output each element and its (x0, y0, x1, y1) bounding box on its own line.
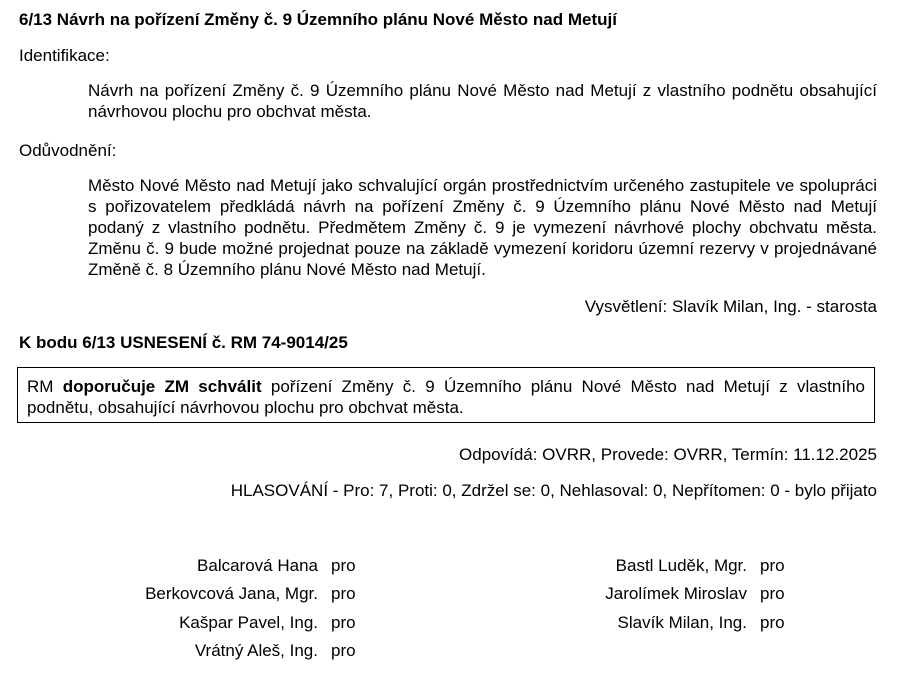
resolution-box (17, 367, 875, 423)
vote-value: pro (760, 613, 785, 632)
resolution-prefix: RM (27, 377, 63, 396)
resolution-heading: K bodu 6/13 USNESENÍ č. RM 74-9014/25 (19, 333, 348, 352)
resolution-text: pořízení Změny č. 9 Územního plánu Nové Město nad Metují z vlastního podnětu, obsahující návrhovou plochu pro obchvat města. (27, 377, 865, 417)
vote-value: pro (331, 556, 356, 575)
vote-name: Kašpar Pavel, Ing. (179, 613, 318, 632)
vote-name: Balcarová Hana (197, 556, 318, 575)
vote-value: pro (331, 613, 356, 632)
justification-label: Odůvodnění: (19, 141, 117, 160)
vote-name: Vrátný Aleš, Ing. (194, 641, 318, 660)
identification-label: Identifikace: (19, 46, 110, 65)
identification-text: Návrh na pořízení Změny č. 9 Územního plánu Nové Město nad Metují z vlastního podnětu obsahující návrhovou plochu pro obchvat města. (88, 81, 877, 121)
vote-value: pro (760, 556, 785, 575)
explained-by: Vysvětlení: Slavík Milan, Ing. - starosta (584, 297, 877, 316)
vote-value: pro (331, 641, 356, 660)
voting-result: HLASOVÁNÍ - Pro: 7, Proti: 0, Zdržel se: 0, Nehlasoval: 0, Nepřítomen: 0 - bylo přijato (230, 481, 877, 500)
vote-value: pro (760, 584, 785, 603)
vote-name: Slavík Milan, Ing. (617, 613, 747, 632)
agenda-item-title: 6/13 Návrh na pořízení Změny č. 9 Územního plánu Nové Město nad Metují (19, 10, 617, 29)
vote-name: Jarolímek Miroslav (605, 584, 747, 603)
responsibility-line: Odpovídá: OVRR, Provede: OVRR, Termín: 11.12.2025 (459, 445, 877, 464)
vote-name: Berkovcová Jana, Mgr. (145, 584, 318, 603)
resolution-bold-phrase: doporučuje ZM schválit (62, 377, 262, 396)
vote-value: pro (331, 584, 356, 603)
vote-name: Bastl Luděk, Mgr. (615, 556, 747, 575)
justification-text: Město Nové Město nad Metují jako schvalující orgán prostřednictvím určeného zastupitele ve spolupráci s pořizovatelem předkládá návrh na pořízení Změny č. 9 Územního plánu Nové Město nad Metují podaný z vlastního podnětu. Předmětem Změny č. 9 je vymezení návrhové plochy obchvatu města. Změnu č. 9 bude možné projednat pouze na základě vymezení koridoru územní rezervy v projednávané Změně č. 8 Územního plánu Nové Město nad Metují. (88, 176, 877, 279)
